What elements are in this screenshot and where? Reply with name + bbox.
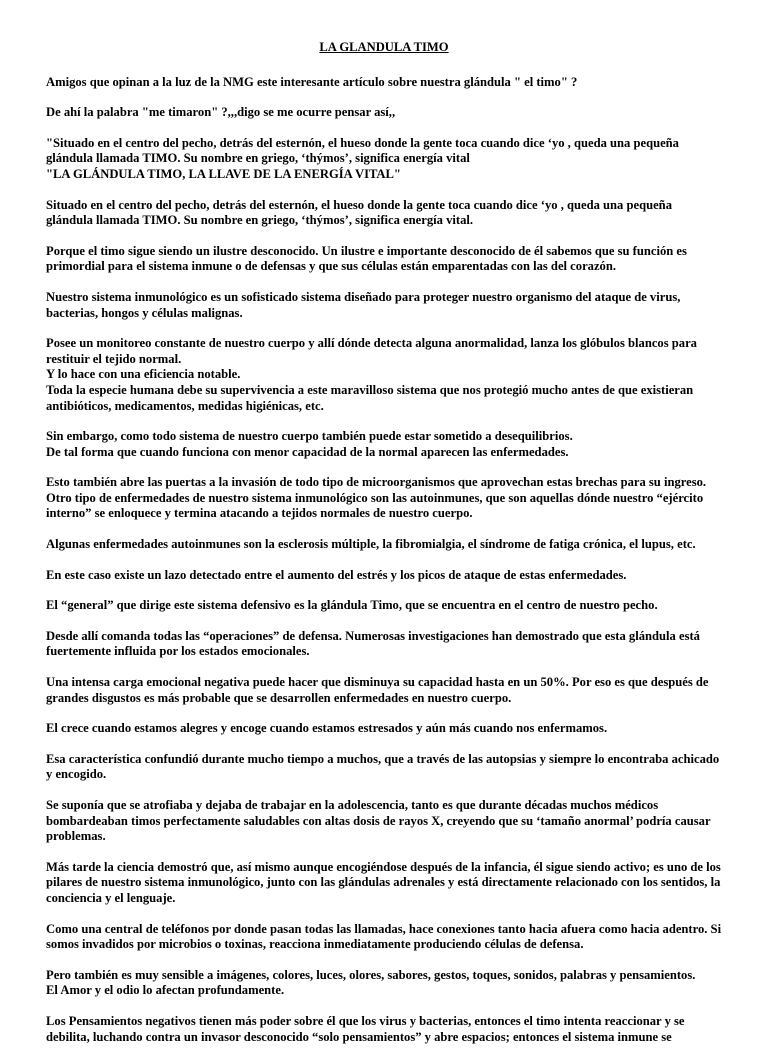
paragraph: [46, 598, 722, 614]
paragraph: [46, 537, 722, 553]
paragraph-line: Y lo hace con una eficiencia notable.: [46, 367, 241, 382]
paragraph-line: Pero también es muy sensible a imágenes, colores, luces, olores, sabores, gestos, toques, sonidos, palabras y pensamientos.: [46, 967, 696, 982]
paragraph-line: El Amor y el odio lo afectan profundamente.: [46, 983, 285, 998]
paragraph: [46, 429, 722, 460]
paragraph-line: En este caso existe un lazo detectado entre el aumento del estrés y los picos de ataque de estas enfermedades.: [46, 567, 627, 582]
paragraph-line: Una intensa carga emocional negativa puede hacer que disminuya su capacidad hasta en un 50%. Por eso es que después de grandes disgustos es más probable que se desarrollen enfermedades en nuestro cuerpo.: [46, 675, 709, 705]
paragraph: [46, 798, 722, 845]
paragraph-line: De tal forma que cuando funciona con menor capacidad de la normal aparecen las enfermedades.: [46, 444, 569, 459]
paragraph-line: Situado en el centro del pecho, detrás del esternón, el hueso donde la gente toca cuando dice ‘yo , queda una pequeña glándula llamada TIMO. Su nombre en griego, ‘thýmos’, significa energía vital.: [46, 197, 672, 228]
paragraph-line: Se suponía que se atrofiaba y dejaba de trabajar en la adolescencia, tanto es que durante décadas muchos médicos bombardeaban timos perfectamente saludables con altas dosis de rayos X, creyendo que su ‘tamaño anormal’ podría causar problemas.: [46, 798, 711, 844]
paragraph: [46, 198, 722, 229]
paragraph: [46, 968, 722, 999]
paragraph: [46, 336, 722, 414]
paragraph: [46, 75, 722, 91]
paragraph-line: De ahí la palabra "me timaron" ?,,,digo se me ocurre pensar así,,: [46, 105, 396, 120]
paragraph: [46, 1014, 722, 1045]
paragraph-line: Toda la especie humana debe su supervivencia a este maravilloso sistema que nos protegió mucho antes de que existieran antibióticos, medicamentos, medidas higiénicas, etc.: [46, 382, 694, 413]
paragraph-line: Amigos que opinan a la luz de la NMG este interesante artículo sobre nuestra glándula " el timo" ?: [46, 74, 578, 89]
paragraph: [46, 244, 722, 275]
document-page: [46, 40, 722, 1060]
paragraph: [46, 475, 722, 522]
paragraph: [46, 721, 722, 737]
paragraph-line: Desde allí comanda todas las “operaciones” de defensa. Numerosas investigaciones han demostrado que esta glándula está fuertemente influida por los estados emocionales.: [46, 628, 700, 659]
paragraph: [46, 752, 722, 783]
paragraph: [46, 136, 722, 183]
paragraph: [46, 105, 722, 121]
document-title: LA GLANDULA TIMO: [319, 40, 449, 54]
paragraph-line: Los Pensamientos negativos tienen más poder sobre él que los virus y bacterias, entonces el timo intenta reaccionar y se debilita, luchando contra un invasor desconocido “solo pensamientos” y abre espacios; entonces el sistema inmune se: [46, 1013, 685, 1044]
paragraph-line: Posee un monitoreo constante de nuestro cuerpo y allí dónde detecta alguna anormalidad, lanza los glóbulos blancos para restituir el tejido normal.: [46, 336, 697, 366]
paragraph: [46, 675, 722, 706]
paragraph: [46, 629, 722, 660]
paragraph-line: "LA GLÁNDULA TIMO, LA LLAVE DE LA ENERGÍA VITAL": [46, 166, 401, 181]
paragraph-line: El crece cuando estamos alegres y encoge cuando estamos estresados y aún más cuando nos enfermamos.: [46, 721, 608, 736]
paragraph-line: "Situado en el centro del pecho, detrás del esternón, el hueso donde la gente toca cuando dice ‘yo , queda una pequeña glándula llamada TIMO. Su nombre en griego, ‘thýmos’, significa energía vital: [46, 135, 679, 166]
paragraph: [46, 860, 722, 907]
paragraph-line: Porque el timo sigue siendo un ilustre desconocido. Un ilustre e importante desconocido de él sabemos que su función es primordial para el sistema inmune o de defensas y que sus células están emparentadas con las del corazón.: [46, 243, 687, 274]
paragraph: [46, 290, 722, 321]
paragraph-line: Nuestro sistema inmunológico es un sofisticado sistema diseñado para proteger nuestro organismo del ataque de virus, bacterias, hongos y células malignas.: [46, 289, 681, 320]
paragraph-line: Algunas enfermedades autoinmunes son la esclerosis múltiple, la fibromialgia, el síndrome de fatiga crónica, el lupus, etc.: [46, 537, 696, 552]
paragraph: [46, 568, 722, 584]
paragraph-line: El “general” que dirige este sistema defensivo es la glándula Timo, que se encuentra en el centro de nuestro pecho.: [46, 598, 658, 613]
document-body: [46, 75, 722, 1046]
paragraph: [46, 922, 722, 953]
paragraph-line: Otro tipo de enfermedades de nuestro sistema inmunológico son las autoinmunes, que son aquellas dónde nuestro “ejército interno” se enloquece y termina atacando a tejidos normales de nuestro cuerpo.: [46, 490, 704, 521]
paragraph-line: Esa característica confundió durante mucho tiempo a muchos, que a través de las autopsias y siempre lo encontraba achicado y encogido.: [46, 751, 720, 782]
paragraph-line: Sin embargo, como todo sistema de nuestro cuerpo también puede estar sometido a desequilibrios.: [46, 429, 573, 444]
paragraph-line: Más tarde la ciencia demostró que, así mismo aunque encogiéndose después de la infancia, él sigue siendo activo; es uno de los pilares de nuestro sistema inmunológico, junto con las glándulas adrenales y está directamente relacionado con los sentidos, la conciencia y el lenguaje.: [46, 859, 721, 905]
paragraph-line: Esto también abre las puertas a la invasión de todo tipo de microorganismos que aprovechan estas brechas para su ingreso.: [46, 475, 707, 490]
paragraph-line: Como una central de teléfonos por donde pasan todas las llamadas, hace conexiones tanto hacia afuera como hacia adentro. Si somos invadidos por microbios o toxinas, reacciona inmediatamente produciendo células de defensa.: [46, 921, 722, 952]
